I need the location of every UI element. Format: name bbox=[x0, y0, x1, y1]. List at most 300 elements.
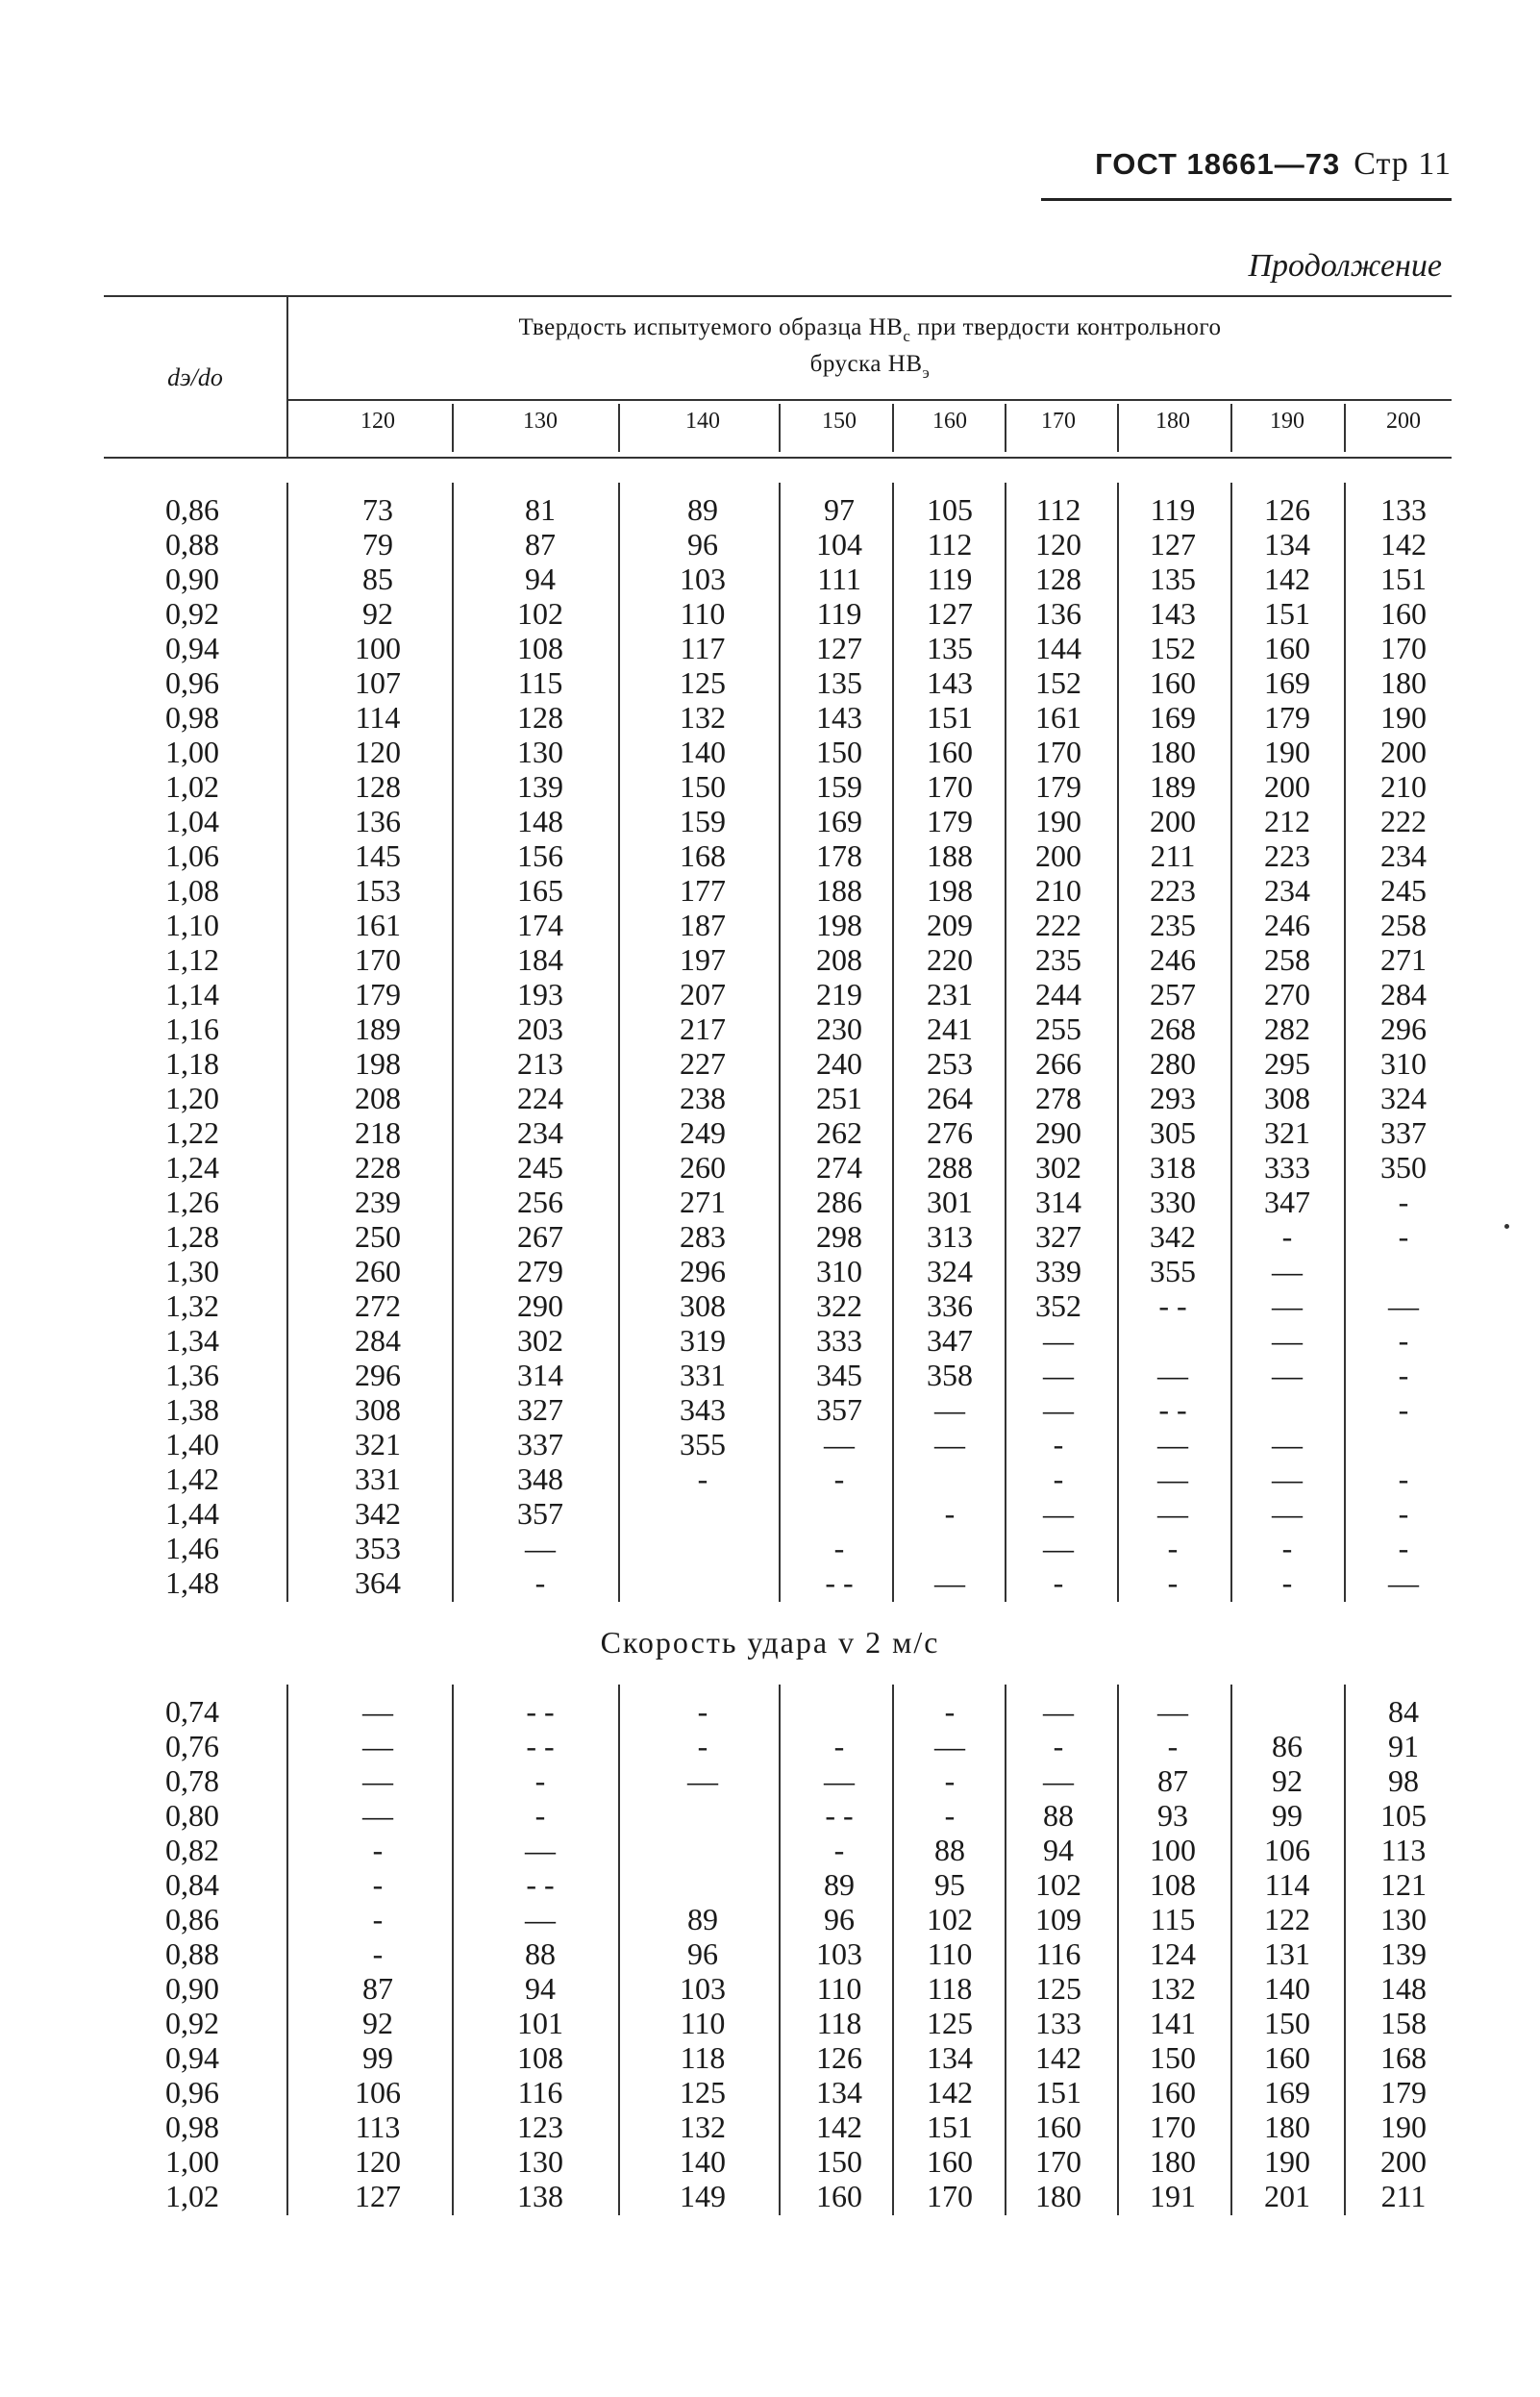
hardness-value-cell: 130 bbox=[517, 2144, 563, 2179]
ratio-cell: 1,12 bbox=[165, 942, 219, 977]
hardness-value-cell: 190 bbox=[1035, 804, 1081, 838]
hardness-value-cell: 104 bbox=[816, 527, 862, 562]
hardness-value-cell: - - bbox=[825, 1565, 854, 1600]
hardness-value-cell: 230 bbox=[816, 1011, 862, 1046]
hardness-value-cell: 133 bbox=[1380, 492, 1427, 527]
hardness-value-cell: 103 bbox=[680, 562, 726, 596]
hardness-value-cell: 284 bbox=[1380, 977, 1427, 1011]
column-number-divider bbox=[1005, 404, 1006, 452]
hardness-value-cell bbox=[1125, 1323, 1221, 1358]
hardness-value-cell: 121 bbox=[1380, 1867, 1427, 1902]
ratio-cell: 1,44 bbox=[165, 1496, 219, 1531]
hardness-header bbox=[288, 311, 1452, 384]
hardness-value-cell: 244 bbox=[1035, 977, 1081, 1011]
hardness-value-cell: 308 bbox=[680, 1288, 726, 1323]
hardness-value-cell: 358 bbox=[927, 1358, 973, 1392]
hardness-value-cell: 348 bbox=[517, 1461, 563, 1496]
hardness-value-cell: 88 bbox=[934, 1833, 965, 1867]
hardness-value-cell: 142 bbox=[1035, 2040, 1081, 2075]
hardness-value-cell: - bbox=[1281, 1565, 1293, 1600]
hardness-value-cell: 170 bbox=[1035, 2144, 1081, 2179]
column-header-hb: 120 bbox=[360, 409, 395, 434]
hardness-value-cell: 94 bbox=[525, 562, 556, 596]
hardness-value-cell: 179 bbox=[1264, 700, 1310, 735]
hardness-value-cell: 314 bbox=[1035, 1185, 1081, 1219]
hardness-value-cell: 128 bbox=[517, 700, 563, 735]
hardness-value-cell: 109 bbox=[1035, 1902, 1081, 1936]
hardness-value-cell: 210 bbox=[1035, 873, 1081, 908]
hardness-value-cell: 324 bbox=[1380, 1081, 1427, 1115]
hardness-value-cell: 99 bbox=[362, 2040, 393, 2075]
hardness-value-cell: 94 bbox=[525, 1971, 556, 2006]
hardness-value-cell: 342 bbox=[355, 1496, 401, 1531]
hardness-value-cell: 96 bbox=[824, 1902, 855, 1936]
ratio-cell: 0,88 bbox=[165, 527, 219, 562]
hardness-value-cell: 222 bbox=[1380, 804, 1427, 838]
hardness-value-cell: 245 bbox=[1380, 873, 1427, 908]
hardness-value-cell: 333 bbox=[816, 1323, 862, 1358]
hardness-value-cell: 116 bbox=[517, 2075, 563, 2110]
hardness-value-cell: 272 bbox=[355, 1288, 401, 1323]
hardness-value-cell: - bbox=[534, 1763, 546, 1798]
hardness-value-cell: 153 bbox=[355, 873, 401, 908]
hardness-value-cell: 200 bbox=[1264, 769, 1310, 804]
hardness-value-cell: - bbox=[372, 1936, 384, 1971]
hardness-value-cell: — bbox=[1043, 1694, 1074, 1729]
hardness-value-cell: 197 bbox=[680, 942, 726, 977]
hardness-value-cell: 258 bbox=[1380, 908, 1427, 942]
hardness-value-cell: - bbox=[1053, 1729, 1064, 1763]
hardness-value-cell: 87 bbox=[362, 1971, 393, 2006]
hardness-value-cell: 270 bbox=[1264, 977, 1310, 1011]
hardness-value-cell: 139 bbox=[1380, 1936, 1427, 1971]
hardness-value-cell: 142 bbox=[816, 2110, 862, 2144]
column-divider bbox=[1117, 1685, 1119, 2215]
hardness-value-cell: — bbox=[1388, 1288, 1419, 1323]
hardness-value-cell: — bbox=[1272, 1358, 1303, 1392]
hardness-value-cell: 151 bbox=[1380, 562, 1427, 596]
hardness-value-cell: 96 bbox=[687, 527, 718, 562]
hardness-value-cell bbox=[791, 1496, 887, 1531]
hardness-value-cell: 89 bbox=[824, 1867, 855, 1902]
ratio-cell: 1,10 bbox=[165, 908, 219, 942]
hardness-value-cell: 288 bbox=[927, 1150, 973, 1185]
hardness-value-cell: 203 bbox=[517, 1011, 563, 1046]
hardness-value-cell: 188 bbox=[927, 838, 973, 873]
hardness-value-cell: - bbox=[1167, 1729, 1179, 1763]
hardness-value-cell: — bbox=[934, 1392, 965, 1427]
hardness-value-cell: 132 bbox=[1150, 1971, 1196, 2006]
hardness-value-cell: 170 bbox=[927, 2179, 973, 2213]
hardness-value-cell: 123 bbox=[517, 2110, 563, 2144]
ratio-cell: 0,90 bbox=[165, 1971, 219, 2006]
hardness-value-cell: 305 bbox=[1150, 1115, 1196, 1150]
hardness-value-cell: 127 bbox=[1150, 527, 1196, 562]
hardness-value-cell: — bbox=[1272, 1254, 1303, 1288]
hardness-value-cell: — bbox=[1272, 1461, 1303, 1496]
hardness-value-cell: 190 bbox=[1380, 700, 1427, 735]
hardness-value-cell: 211 bbox=[1150, 838, 1196, 873]
hardness-value-cell: 187 bbox=[680, 908, 726, 942]
hardness-value-cell: 110 bbox=[927, 1936, 973, 1971]
hardness-value-cell: 179 bbox=[927, 804, 973, 838]
hardness-value-cell: 274 bbox=[816, 1150, 862, 1185]
column-divider bbox=[286, 1685, 288, 2215]
hardness-value-cell bbox=[791, 1694, 887, 1729]
hardness-value-cell: 302 bbox=[1035, 1150, 1081, 1185]
hardness-value-cell: 313 bbox=[927, 1219, 973, 1254]
column-divider bbox=[1005, 483, 1006, 1602]
ratio-cell: 1,40 bbox=[165, 1427, 219, 1461]
hardness-value-cell: - - bbox=[1158, 1288, 1187, 1323]
hardness-value-cell: 142 bbox=[1264, 562, 1310, 596]
hardness-value-cell: 130 bbox=[1380, 1902, 1427, 1936]
hardness-value-cell: 255 bbox=[1035, 1011, 1081, 1046]
hardness-value-cell: 310 bbox=[816, 1254, 862, 1288]
hardness-value-cell: - bbox=[1167, 1531, 1179, 1565]
hardness-value-cell: - bbox=[1053, 1461, 1064, 1496]
hardness-value-cell: — bbox=[1157, 1427, 1188, 1461]
hardness-value-cell: 227 bbox=[680, 1046, 726, 1081]
hardness-value-cell: 234 bbox=[517, 1115, 563, 1150]
hardness-value-cell: 234 bbox=[1264, 873, 1310, 908]
hardness-value-cell: 279 bbox=[517, 1254, 563, 1288]
hardness-value-cell: — bbox=[934, 1427, 965, 1461]
hardness-value-cell: 160 bbox=[927, 2144, 973, 2179]
hardness-value-cell: 280 bbox=[1150, 1046, 1196, 1081]
scan-speck bbox=[1504, 1224, 1509, 1229]
hardness-value-cell: 118 bbox=[816, 2006, 862, 2040]
hardness-value-cell: 170 bbox=[355, 942, 401, 977]
hardness-value-cell: 103 bbox=[816, 1936, 862, 1971]
column-divider bbox=[779, 1685, 781, 2215]
hardness-header-mid: при твердости контрольного bbox=[910, 314, 1222, 340]
hardness-value-cell: 95 bbox=[934, 1867, 965, 1902]
hardness-value-cell: 296 bbox=[355, 1358, 401, 1392]
hardness-value-cell: 145 bbox=[355, 838, 401, 873]
hardness-value-cell: 271 bbox=[680, 1185, 726, 1219]
hardness-value-cell: — bbox=[362, 1763, 393, 1798]
hardness-value-cell bbox=[655, 1833, 751, 1867]
hardness-value-cell: 113 bbox=[1380, 1833, 1427, 1867]
hardness-value-cell: — bbox=[1157, 1461, 1188, 1496]
hardness-value-cell: 179 bbox=[355, 977, 401, 1011]
hardness-value-cell: 142 bbox=[927, 2075, 973, 2110]
hardness-value-cell: 355 bbox=[680, 1427, 726, 1461]
hardness-value-cell: 209 bbox=[927, 908, 973, 942]
hardness-value-cell: 191 bbox=[1150, 2179, 1196, 2213]
hardness-value-cell: 110 bbox=[680, 2006, 726, 2040]
hardness-value-cell: 160 bbox=[1380, 596, 1427, 631]
hardness-value-cell: 160 bbox=[1264, 2040, 1310, 2075]
hardness-value-cell: 330 bbox=[1150, 1185, 1196, 1219]
hardness-value-cell: 301 bbox=[927, 1185, 973, 1219]
hardness-value-cell: 132 bbox=[680, 2110, 726, 2144]
ratio-cell: 1,48 bbox=[165, 1565, 219, 1600]
hardness-value-cell: 345 bbox=[816, 1358, 862, 1392]
page-number: Стр 11 bbox=[1354, 146, 1452, 182]
hardness-value-cell: 84 bbox=[1388, 1694, 1419, 1729]
hardness-value-cell: 246 bbox=[1150, 942, 1196, 977]
hardness-value-cell: 125 bbox=[680, 665, 726, 700]
hardness-value-cell: 106 bbox=[355, 2075, 401, 2110]
hardness-value-cell: 321 bbox=[1264, 1115, 1310, 1150]
ratio-cell: 1,26 bbox=[165, 1185, 219, 1219]
column-divider bbox=[618, 1685, 620, 2215]
hardness-value-cell: 170 bbox=[1380, 631, 1427, 665]
hardness-value-cell: — bbox=[824, 1763, 855, 1798]
hardness-value-cell: 200 bbox=[1380, 2144, 1427, 2179]
hardness-value-cell: - bbox=[1398, 1531, 1409, 1565]
hardness-value-cell: 245 bbox=[517, 1150, 563, 1185]
ratio-cell: 1,22 bbox=[165, 1115, 219, 1150]
hardness-value-cell: 150 bbox=[816, 2144, 862, 2179]
hardness-value-cell: 235 bbox=[1150, 908, 1196, 942]
hardness-value-cell: 140 bbox=[680, 735, 726, 769]
hardness-value-cell: 298 bbox=[816, 1219, 862, 1254]
hardness-value-cell: 105 bbox=[927, 492, 973, 527]
hardness-value-cell: 142 bbox=[1380, 527, 1427, 562]
hardness-value-cell: - - bbox=[825, 1798, 854, 1833]
hardness-value-cell: 228 bbox=[355, 1150, 401, 1185]
ratio-cell: 1,28 bbox=[165, 1219, 219, 1254]
hardness-value-cell: - bbox=[1398, 1185, 1409, 1219]
hardness-header-sub1: с bbox=[903, 327, 911, 345]
hardness-value-cell: 241 bbox=[927, 1011, 973, 1046]
hardness-value-cell: 91 bbox=[1388, 1729, 1419, 1763]
column-number-divider bbox=[618, 404, 620, 452]
hardness-value-cell: 235 bbox=[1035, 942, 1081, 977]
hardness-value-cell: - - bbox=[526, 1729, 555, 1763]
hardness-value-cell: 136 bbox=[1035, 596, 1081, 631]
hardness-value-cell: 246 bbox=[1264, 908, 1310, 942]
hardness-value-cell: 115 bbox=[517, 665, 563, 700]
hardness-value-cell: 184 bbox=[517, 942, 563, 977]
hardness-value-cell bbox=[1239, 1694, 1335, 1729]
hardness-value-cell: 132 bbox=[680, 700, 726, 735]
hardness-value-cell: 92 bbox=[362, 2006, 393, 2040]
hardness-value-cell: 128 bbox=[355, 769, 401, 804]
hardness-value-cell: 238 bbox=[680, 1081, 726, 1115]
hardness-value-cell: 342 bbox=[1150, 1219, 1196, 1254]
hardness-value-cell: 89 bbox=[687, 1902, 718, 1936]
hardness-value-cell: 143 bbox=[927, 665, 973, 700]
hardness-value-cell: 134 bbox=[816, 2075, 862, 2110]
ratio-cell: 0,82 bbox=[165, 1833, 219, 1867]
hardness-value-cell: 170 bbox=[1150, 2110, 1196, 2144]
hardness-value-cell: 296 bbox=[680, 1254, 726, 1288]
continuation-label: Продолжение bbox=[1248, 248, 1442, 284]
hardness-value-cell: — bbox=[1388, 1565, 1419, 1600]
hardness-value-cell: 189 bbox=[1150, 769, 1196, 804]
hardness-value-cell: 208 bbox=[816, 942, 862, 977]
hardness-value-cell: 188 bbox=[816, 873, 862, 908]
column-divider bbox=[779, 483, 781, 1602]
ratio-cell: 0,76 bbox=[165, 1729, 219, 1763]
hardness-value-cell: 127 bbox=[355, 2179, 401, 2213]
hardness-value-cell: 266 bbox=[1035, 1046, 1081, 1081]
hardness-value-cell: 97 bbox=[824, 492, 855, 527]
hardness-value-cell: - bbox=[534, 1565, 546, 1600]
hardness-value-cell: 290 bbox=[1035, 1115, 1081, 1150]
hardness-value-cell: 260 bbox=[680, 1150, 726, 1185]
hardness-value-cell: 267 bbox=[517, 1219, 563, 1254]
hardness-value-cell: — bbox=[1157, 1496, 1188, 1531]
column-divider bbox=[452, 1685, 454, 2215]
column-number-divider bbox=[892, 404, 894, 452]
hardness-value-cell: - bbox=[944, 1496, 956, 1531]
hardness-value-cell: 249 bbox=[680, 1115, 726, 1150]
hardness-value-cell: 286 bbox=[816, 1185, 862, 1219]
hardness-value-cell: — bbox=[824, 1427, 855, 1461]
hardness-value-cell: - bbox=[372, 1902, 384, 1936]
hardness-value-cell: 138 bbox=[517, 2179, 563, 2213]
impact-speed-title: Скорость удара v 2 м/с bbox=[600, 1625, 940, 1660]
hardness-value-cell: 353 bbox=[355, 1531, 401, 1565]
ratio-cell: 1,02 bbox=[165, 2179, 219, 2213]
hardness-value-cell: 120 bbox=[1035, 527, 1081, 562]
hardness-value-cell: 140 bbox=[1264, 1971, 1310, 2006]
hardness-value-cell: 190 bbox=[1380, 2110, 1427, 2144]
column-header-hb: 140 bbox=[685, 409, 720, 434]
hardness-value-cell: 118 bbox=[680, 2040, 726, 2075]
hardness-value-cell: 100 bbox=[1150, 1833, 1196, 1867]
header-rule bbox=[1041, 198, 1452, 201]
hardness-value-cell: — bbox=[934, 1565, 965, 1600]
hardness-value-cell: 150 bbox=[816, 735, 862, 769]
hardness-value-cell: 198 bbox=[927, 873, 973, 908]
hardness-value-cell: - bbox=[372, 1833, 384, 1867]
hardness-value-cell: 327 bbox=[1035, 1219, 1081, 1254]
hardness-value-cell: 126 bbox=[816, 2040, 862, 2075]
hardness-value-cell: 321 bbox=[355, 1427, 401, 1461]
hardness-value-cell: 180 bbox=[1150, 735, 1196, 769]
hardness-value-cell: 179 bbox=[1380, 2075, 1427, 2110]
hardness-value-cell: 124 bbox=[1150, 1936, 1196, 1971]
hardness-value-cell: 135 bbox=[1150, 562, 1196, 596]
ratio-cell: 1,02 bbox=[165, 769, 219, 804]
hardness-value-cell: - - bbox=[526, 1867, 555, 1902]
ratio-cell: 1,00 bbox=[165, 735, 219, 769]
hardness-value-cell: - bbox=[372, 1867, 384, 1902]
hardness-value-cell: 324 bbox=[927, 1254, 973, 1288]
column-divider bbox=[452, 483, 454, 1602]
hardness-value-cell: 327 bbox=[517, 1392, 563, 1427]
hardness-value-cell: 200 bbox=[1380, 735, 1427, 769]
hardness-value-cell: 276 bbox=[927, 1115, 973, 1150]
hardness-value-cell: 198 bbox=[355, 1046, 401, 1081]
hardness-value-cell: 151 bbox=[1035, 2075, 1081, 2110]
hardness-value-cell: 355 bbox=[1150, 1254, 1196, 1288]
hardness-value-cell: 127 bbox=[927, 596, 973, 631]
hardness-value-cell: 148 bbox=[1380, 1971, 1427, 2006]
hardness-value-cell: 283 bbox=[680, 1219, 726, 1254]
hardness-value-cell: 239 bbox=[355, 1185, 401, 1219]
table-top-rule bbox=[104, 295, 1452, 297]
hardness-value-cell: 170 bbox=[1035, 735, 1081, 769]
column-divider bbox=[1117, 483, 1119, 1602]
hardness-value-cell: 178 bbox=[816, 838, 862, 873]
hardness-value-cell: 308 bbox=[1264, 1081, 1310, 1115]
hardness-value-cell: — bbox=[934, 1729, 965, 1763]
hardness-value-cell: 120 bbox=[355, 2144, 401, 2179]
column-divider bbox=[1344, 483, 1346, 1602]
standard-number: ГОСТ 18661—73 bbox=[1095, 147, 1341, 181]
hardness-value-cell: 180 bbox=[1264, 2110, 1310, 2144]
ratio-cell: 0,88 bbox=[165, 1936, 219, 1971]
hardness-value-cell: 122 bbox=[1264, 1902, 1310, 1936]
hardness-value-cell: 73 bbox=[362, 492, 393, 527]
hardness-value-cell: — bbox=[1272, 1427, 1303, 1461]
hardness-value-cell: — bbox=[687, 1763, 718, 1798]
hardness-value-cell: 112 bbox=[1035, 492, 1081, 527]
hardness-value-cell: - - bbox=[1158, 1392, 1187, 1427]
hardness-value-cell: — bbox=[1272, 1323, 1303, 1358]
hardness-value-cell: - bbox=[1398, 1496, 1409, 1531]
hardness-value-cell: 119 bbox=[1150, 492, 1196, 527]
hardness-value-cell: 150 bbox=[1264, 2006, 1310, 2040]
hardness-value-cell: 112 bbox=[927, 527, 973, 562]
hardness-value-cell: 180 bbox=[1150, 2144, 1196, 2179]
hardness-value-cell: 293 bbox=[1150, 1081, 1196, 1115]
hardness-value-cell bbox=[902, 1531, 998, 1565]
hardness-value-cell: - bbox=[833, 1461, 845, 1496]
hardness-value-cell: 253 bbox=[927, 1046, 973, 1081]
hardness-value-cell: 234 bbox=[1380, 838, 1427, 873]
hardness-value-cell: 352 bbox=[1035, 1288, 1081, 1323]
hardness-value-cell: 169 bbox=[816, 804, 862, 838]
hardness-value-cell: 86 bbox=[1272, 1729, 1303, 1763]
hardness-value-cell: 201 bbox=[1264, 2179, 1310, 2213]
hardness-value-cell: 331 bbox=[355, 1461, 401, 1496]
hardness-value-cell: 169 bbox=[1264, 665, 1310, 700]
hardness-value-cell: 290 bbox=[517, 1288, 563, 1323]
hardness-value-cell: 103 bbox=[680, 1971, 726, 2006]
ratio-cell: 1,30 bbox=[165, 1254, 219, 1288]
hardness-value-cell: 331 bbox=[680, 1358, 726, 1392]
ratio-cell: 1,38 bbox=[165, 1392, 219, 1427]
hardness-value-cell: 213 bbox=[517, 1046, 563, 1081]
hardness-value-cell: 87 bbox=[1157, 1763, 1188, 1798]
column-header-hb: 170 bbox=[1041, 409, 1076, 434]
hardness-value-cell: 114 bbox=[1264, 1867, 1310, 1902]
hardness-value-cell: 296 bbox=[1380, 1011, 1427, 1046]
hardness-value-cell: 212 bbox=[1264, 804, 1310, 838]
column-header-hb: 150 bbox=[822, 409, 857, 434]
hardness-value-cell: 159 bbox=[816, 769, 862, 804]
hardness-value-cell: 200 bbox=[1150, 804, 1196, 838]
hardness-value-cell: 223 bbox=[1264, 838, 1310, 873]
ratio-cell: 1,04 bbox=[165, 804, 219, 838]
hardness-value-cell: 347 bbox=[1264, 1185, 1310, 1219]
hardness-value-cell: - - bbox=[526, 1694, 555, 1729]
hardness-value-cell: - bbox=[1398, 1323, 1409, 1358]
hardness-value-cell: 198 bbox=[816, 908, 862, 942]
hardness-value-cell: 111 bbox=[817, 562, 861, 596]
hardness-value-cell: 119 bbox=[816, 596, 862, 631]
hardness-value-cell: 260 bbox=[355, 1254, 401, 1288]
hardness-value-cell: 333 bbox=[1264, 1150, 1310, 1185]
ratio-cell: 0,80 bbox=[165, 1798, 219, 1833]
hardness-value-cell: 319 bbox=[680, 1323, 726, 1358]
hardness-value-cell: — bbox=[1157, 1694, 1188, 1729]
hardness-value-cell: 318 bbox=[1150, 1150, 1196, 1185]
hardness-value-cell: 179 bbox=[1035, 769, 1081, 804]
hardness-value-cell: 87 bbox=[525, 527, 556, 562]
hardness-value-cell: 127 bbox=[816, 631, 862, 665]
hardness-value-cell: 322 bbox=[816, 1288, 862, 1323]
hardness-value-cell: — bbox=[1043, 1323, 1074, 1358]
